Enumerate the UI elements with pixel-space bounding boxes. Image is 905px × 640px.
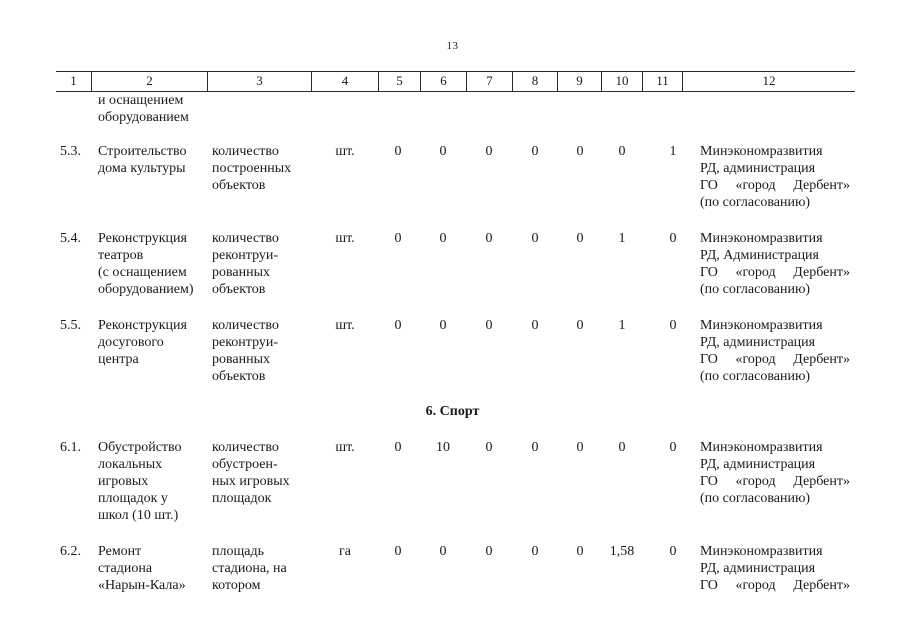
executor-word: ГО xyxy=(700,352,718,367)
executor-word: Дербент» xyxy=(793,265,850,280)
row-value-col8: 0 xyxy=(531,440,539,455)
row-indicator-line: стадиона, на xyxy=(212,561,287,576)
row-measure-name xyxy=(98,317,208,368)
executor-word: «город xyxy=(735,178,776,193)
row-number: 6.2. xyxy=(60,544,81,559)
executor-line: РД, Администрация xyxy=(700,248,819,263)
row-value-col9: 0 xyxy=(576,440,584,455)
row-number: 6.1. xyxy=(60,440,81,455)
row-executor xyxy=(700,230,850,298)
row-indicator-line: рованных xyxy=(212,352,271,367)
row-indicator-line: количество xyxy=(212,440,279,455)
executor-word: «город xyxy=(735,578,776,593)
row-unit: шт. xyxy=(335,144,355,159)
row-indicator-line: котором xyxy=(212,578,261,593)
row-name-line: дома культуры xyxy=(98,161,186,176)
header-col-3: 3 xyxy=(207,72,311,91)
header-col-10: 10 xyxy=(601,72,642,91)
executor-line: (по согласованию) xyxy=(700,491,811,506)
row-measure-name xyxy=(98,439,208,524)
row-name-line: оборудованием) xyxy=(98,282,194,297)
row-measure-name xyxy=(98,143,208,177)
executor-line xyxy=(700,473,850,490)
row-value-col5: 0 xyxy=(394,318,402,333)
row-value-col7: 0 xyxy=(485,318,493,333)
row-name-line: центра xyxy=(98,352,139,367)
row-name-line: Реконструкция xyxy=(98,231,187,246)
executor-word: Дербент» xyxy=(793,578,850,593)
executor-line: Минэкономразвития xyxy=(700,318,823,333)
row-value-col8: 0 xyxy=(531,144,539,159)
row-value-col6: 10 xyxy=(436,440,450,455)
executor-word: ГО xyxy=(700,178,718,193)
executor-word: ГО xyxy=(700,474,718,489)
executor-word: «город xyxy=(735,265,776,280)
header-col-9: 9 xyxy=(557,72,601,91)
row-indicator xyxy=(212,543,312,594)
row-indicator xyxy=(212,143,312,194)
row-name-line: Ремонт xyxy=(98,544,142,559)
row-name-line: школ (10 шт.) xyxy=(98,508,179,523)
row-name-line: стадиона xyxy=(98,561,153,576)
table-header-row xyxy=(56,71,855,92)
continued-line: и оснащением xyxy=(98,93,184,108)
row-number: 5.4. xyxy=(60,231,81,246)
row-indicator xyxy=(212,439,312,507)
row-value-col6: 0 xyxy=(439,144,447,159)
row-indicator-line: обустроен- xyxy=(212,457,278,472)
executor-word: «город xyxy=(735,474,776,489)
row-value-col7: 0 xyxy=(485,231,493,246)
row-name-line: досугового xyxy=(98,335,164,350)
executor-word: ГО xyxy=(700,265,718,280)
executor-line: Минэкономразвития xyxy=(700,440,823,455)
header-col-12: 12 xyxy=(682,72,855,91)
executor-word: Дербент» xyxy=(793,474,850,489)
row-value-col10: 0 xyxy=(618,144,626,159)
executor-line: РД, администрация xyxy=(700,161,816,176)
row-number: 5.3. xyxy=(60,144,81,159)
row-value-col10: 1 xyxy=(618,231,626,246)
row-value-col5: 0 xyxy=(394,440,402,455)
row-indicator-line: количество xyxy=(212,318,279,333)
header-col-11: 11 xyxy=(642,72,682,91)
row-value-col6: 0 xyxy=(439,544,447,559)
row-value-col7: 0 xyxy=(485,544,493,559)
row-indicator-line: построенных xyxy=(212,161,292,176)
row-value-col7: 0 xyxy=(485,440,493,455)
row-indicator-line: количество xyxy=(212,144,279,159)
row-indicator-line: площадь xyxy=(212,544,264,559)
row-indicator-line: количество xyxy=(212,231,279,246)
continued-line: оборудованием xyxy=(98,110,189,125)
row-indicator-line: объектов xyxy=(212,178,266,193)
header-col-2: 2 xyxy=(91,72,207,91)
row-name-line: театров xyxy=(98,248,144,263)
executor-word: Дербент» xyxy=(793,178,850,193)
row-unit: шт. xyxy=(335,231,355,246)
row-indicator-line: реконтруи- xyxy=(212,248,279,263)
row-name-line: локальных xyxy=(98,457,163,472)
executor-word: ГО xyxy=(700,578,718,593)
row-value-col11: 1 xyxy=(669,144,677,159)
row-value-col9: 0 xyxy=(576,231,584,246)
row-value-col8: 0 xyxy=(531,318,539,333)
row-name-line: Обустройство xyxy=(98,440,182,455)
row-indicator-line: реконтруи- xyxy=(212,335,279,350)
row-number: 5.5. xyxy=(60,318,81,333)
row-name-line: Строительство xyxy=(98,144,187,159)
row-unit: шт. xyxy=(335,318,355,333)
row-name-line: «Нарын-Кала» xyxy=(98,578,186,593)
row-indicator xyxy=(212,230,312,298)
section-title: 6. Спорт xyxy=(425,404,480,419)
row-indicator-line: объектов xyxy=(212,282,266,297)
executor-line xyxy=(700,264,850,281)
row-value-col9: 0 xyxy=(576,318,584,333)
header-col-8: 8 xyxy=(512,72,557,91)
header-col-1: 1 xyxy=(70,73,77,88)
row-name-line: (с оснащением xyxy=(98,265,187,280)
row-value-col7: 0 xyxy=(485,144,493,159)
row-value-col5: 0 xyxy=(394,544,402,559)
continued-row-text xyxy=(98,92,189,126)
row-indicator xyxy=(212,317,312,385)
executor-line: (по согласованию) xyxy=(700,282,811,297)
executor-line xyxy=(700,577,850,594)
row-value-col10: 1 xyxy=(618,318,626,333)
row-value-col5: 0 xyxy=(394,231,402,246)
header-col-6: 6 xyxy=(420,72,466,91)
executor-line xyxy=(700,351,850,368)
executor-line xyxy=(700,177,850,194)
row-executor xyxy=(700,317,850,385)
executor-line: Минэкономразвития xyxy=(700,144,823,159)
row-value-col8: 0 xyxy=(531,231,539,246)
row-measure-name xyxy=(98,230,208,298)
row-value-col11: 0 xyxy=(669,544,677,559)
row-unit: га xyxy=(339,544,351,559)
row-value-col8: 0 xyxy=(531,544,539,559)
executor-line: РД, администрация xyxy=(700,457,816,472)
header-col-4: 4 xyxy=(311,72,378,91)
executor-word: Дербент» xyxy=(793,352,850,367)
row-indicator-line: рованных xyxy=(212,265,271,280)
executor-line: РД, администрация xyxy=(700,561,816,576)
row-name-line: площадок у xyxy=(98,491,168,506)
row-value-col5: 0 xyxy=(394,144,402,159)
row-value-col6: 0 xyxy=(439,231,447,246)
executor-line: (по согласованию) xyxy=(700,369,811,384)
executor-line: РД, администрация xyxy=(700,335,816,350)
executor-line: Минэкономразвития xyxy=(700,544,823,559)
row-executor xyxy=(700,543,850,594)
row-value-col9: 0 xyxy=(576,144,584,159)
row-value-col10: 0 xyxy=(618,440,626,455)
row-value-col11: 0 xyxy=(669,231,677,246)
header-col-5: 5 xyxy=(378,72,420,91)
row-value-col11: 0 xyxy=(669,318,677,333)
row-name-line: игровых xyxy=(98,474,149,489)
row-indicator-line: объектов xyxy=(212,369,266,384)
executor-word: «город xyxy=(735,352,776,367)
header-col-7: 7 xyxy=(466,72,512,91)
page-number: 13 xyxy=(446,40,459,52)
row-value-col9: 0 xyxy=(576,544,584,559)
executor-line: (по согласованию) xyxy=(700,195,811,210)
row-value-col11: 0 xyxy=(669,440,677,455)
row-indicator-line: ных игровых xyxy=(212,474,290,489)
row-executor xyxy=(700,439,850,507)
row-value-col10: 1,58 xyxy=(609,544,635,559)
row-measure-name xyxy=(98,543,208,594)
row-value-col6: 0 xyxy=(439,318,447,333)
executor-line: Минэкономразвития xyxy=(700,231,823,246)
row-unit: шт. xyxy=(335,440,355,455)
row-indicator-line: площадок xyxy=(212,491,272,506)
row-name-line: Реконструкция xyxy=(98,318,187,333)
row-executor xyxy=(700,143,850,211)
